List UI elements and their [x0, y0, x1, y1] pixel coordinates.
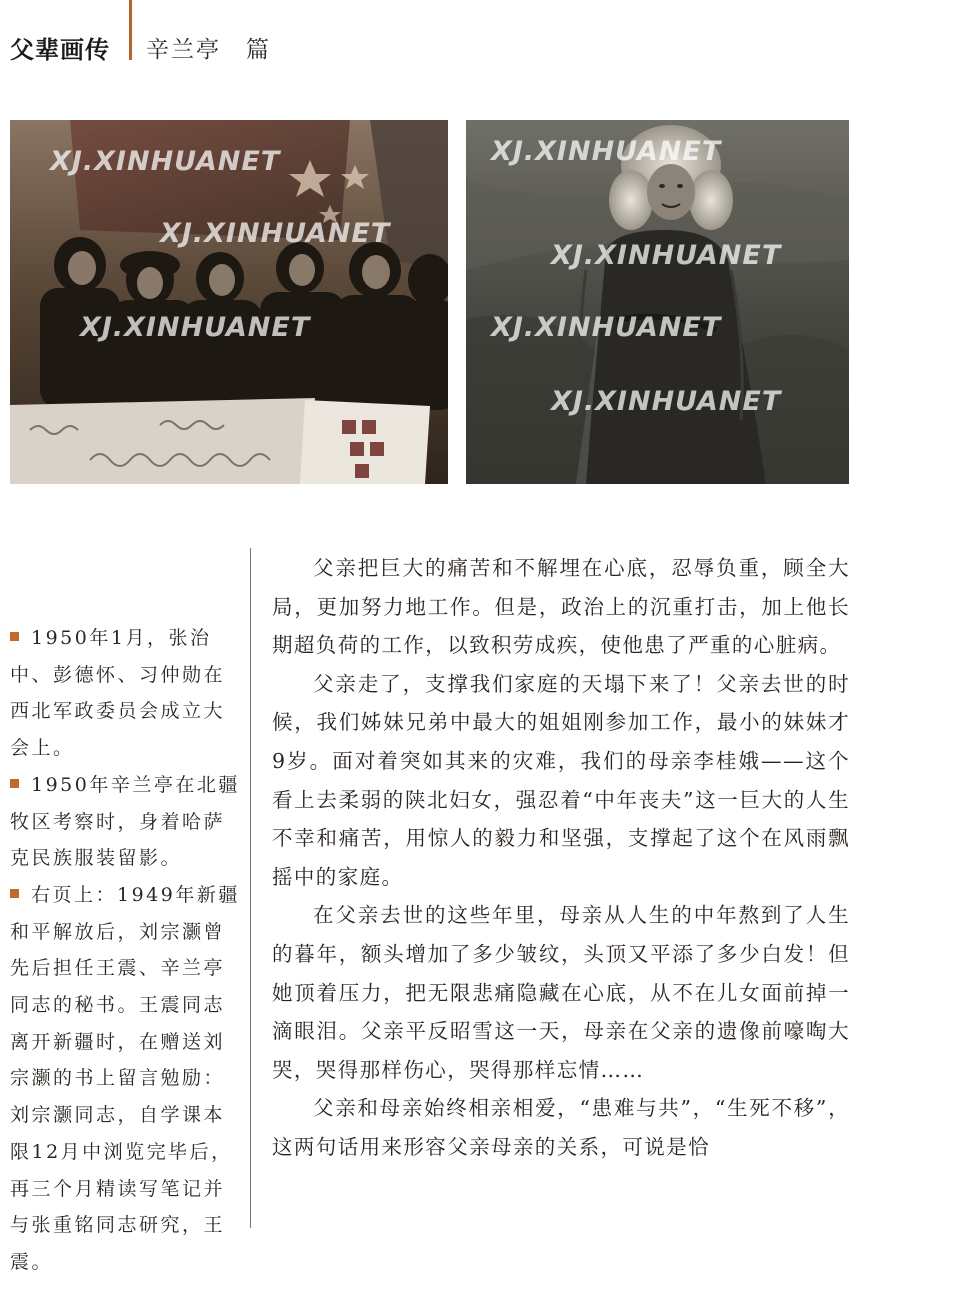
watermark: XJ.XINHUANET: [491, 136, 722, 167]
watermark: XJ.XINHUANET: [551, 386, 782, 417]
header-divider: [129, 0, 132, 60]
watermark: XJ.XINHUANET: [491, 312, 722, 343]
photo-portrait: [466, 120, 849, 484]
photo-portrait-image: [466, 120, 849, 484]
caption-text: 1950年辛兰亭在北疆牧区考察时，身着哈萨克民族服装留影。: [10, 773, 240, 870]
paragraph: 父亲和母亲始终相亲相爱，“患难与共”，“生死不移”，这两句话用来形容父亲母亲的关系，可说是恰: [272, 1096, 850, 1159]
photo-ceremony-image: [10, 120, 448, 484]
paragraph: 父亲把巨大的痛苦和不解埋在心底，忍辱负重，顾全大局，更加努力地工作。但是，政治上的沉重打击，加上他长期超负荷的工作，以致积劳成疾，使他患了严重的心脏病。: [272, 556, 850, 658]
chapter-subtitle: 辛兰亭 篇: [146, 37, 271, 63]
caption-item: [10, 877, 242, 1281]
column-divider: [250, 548, 251, 1228]
page-header: [0, 0, 400, 62]
bullet-square-icon: [10, 889, 19, 898]
photo-ceremony: [10, 120, 448, 484]
paragraph: 在父亲去世的这些年里，母亲从人生的中年熬到了人生的暮年，额头增加了多少皱纹，头顶又平添了多少白发！但她顶着压力，把无限悲痛隐藏在心底，从不在儿女面前掉一滴眼泪。父亲平反昭雪这一天，母亲在父亲的遗像前嚎啕大哭，哭得那样伤心，哭得那样忘情……: [272, 903, 850, 1082]
bullet-square-icon: [10, 632, 19, 641]
caption-text: 1950年1月，张治中、彭德怀、习仲勋在西北军政委员会成立大会上。: [10, 627, 226, 760]
caption-text: 右页上：1949年新疆和平解放后，刘宗灏曾先后担任王震、辛兰亭同志的秘书。王震同志离开新疆时，在赠送刘宗灏的书上留言勉励：刘宗灏同志，自学课本限12月中浏览完毕后，再三个月精读写笔记并与张重铭同志研究，王震。: [10, 883, 240, 1273]
caption-item: [10, 767, 242, 877]
watermark: XJ.XINHUANET: [160, 218, 391, 249]
article-body: [272, 549, 850, 1167]
series-title: 父辈画传: [10, 36, 110, 64]
watermark: XJ.XINHUANET: [80, 312, 311, 343]
caption-item: [10, 620, 242, 767]
photo-captions: [10, 620, 242, 1281]
paragraph: 父亲走了，支撑我们家庭的天塌下来了！父亲去世的时候，我们姊妹兄弟中最大的姐姐刚参加工作，最小的妹妹才9岁。面对着突如其来的灾难，我们的母亲李桂娥——这个看上去柔弱的陕北妇女，强忍着“中年丧夫”这一巨大的人生不幸和痛苦，用惊人的毅力和坚强，支撑起了这个在风雨飘摇中的家庭。: [272, 671, 850, 889]
watermark: XJ.XINHUANET: [50, 146, 281, 177]
bullet-square-icon: [10, 779, 19, 788]
watermark: XJ.XINHUANET: [551, 240, 782, 271]
